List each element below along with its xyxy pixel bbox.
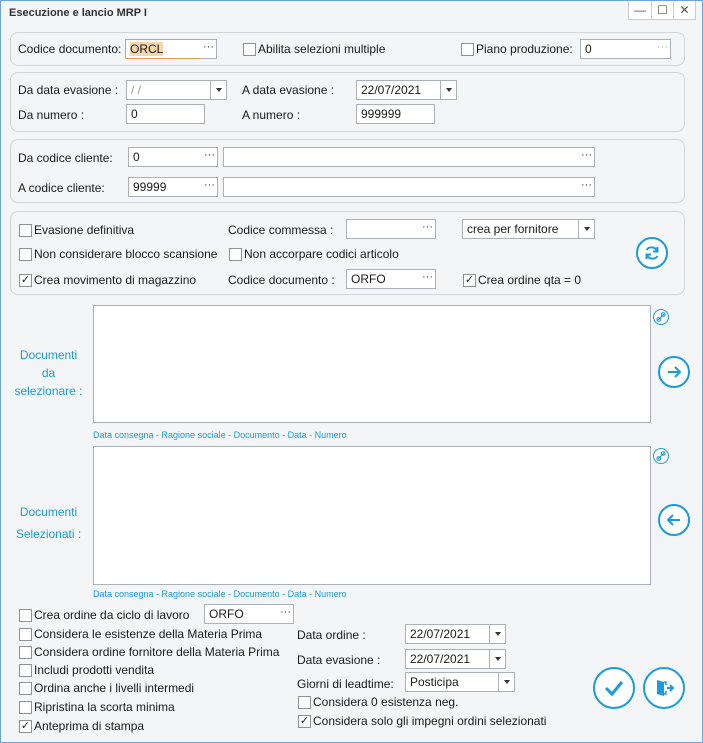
ordine-fornitore-box[interactable] bbox=[19, 646, 32, 659]
esistenze-box[interactable] bbox=[19, 628, 32, 641]
esistenze-label: Considera le esistenze della Materia Prima bbox=[34, 627, 263, 641]
zero-esistenza-checkbox[interactable] bbox=[298, 695, 458, 709]
arrow-right-icon bbox=[665, 363, 683, 381]
link-glyph-icon bbox=[656, 451, 666, 461]
crea-movimento-box[interactable]: ✓ bbox=[20, 273, 31, 286]
exit-door-icon bbox=[652, 676, 676, 700]
checkmark-icon bbox=[602, 676, 626, 700]
codice-documento-2-input[interactable]: ORFO bbox=[346, 269, 421, 289]
a-codice-cliente-input[interactable]: 99999 bbox=[128, 177, 203, 197]
zero-esistenza-label: Considera 0 esistenza neg. bbox=[313, 695, 459, 709]
link-icon[interactable] bbox=[653, 448, 669, 464]
anteprima-stampa-checkbox[interactable] bbox=[19, 719, 144, 733]
non-considerare-blocco-label: Non considerare blocco scansione bbox=[34, 247, 218, 261]
da-data-evasione-value: / / bbox=[131, 83, 142, 97]
crea-ordine-ciclo-checkbox[interactable] bbox=[19, 608, 189, 622]
abilita-selezioni-checkbox[interactable] bbox=[243, 42, 385, 56]
chevron-down-icon[interactable] bbox=[489, 625, 505, 643]
anteprima-stampa-label: Anteprima di stampa bbox=[34, 719, 145, 733]
window-controls bbox=[628, 1, 696, 20]
crea-ordine-ciclo-label: Crea ordine da ciclo di lavoro bbox=[34, 608, 190, 622]
crea-ordine-ciclo-lookup-button[interactable]: ··· bbox=[278, 604, 294, 624]
selezionati-line2: Selezionati : bbox=[15, 527, 82, 541]
title-bar bbox=[1, 1, 702, 25]
a-codice-cliente-lookup-button[interactable]: ··· bbox=[202, 177, 218, 197]
ordine-fornitore-label: Considera ordine fornitore della Materia Prima bbox=[34, 645, 280, 659]
ripristina-scorta-checkbox[interactable] bbox=[19, 700, 175, 714]
a-data-evasione-value: 22/07/2021 bbox=[361, 83, 422, 97]
documenti-selezionati-label bbox=[11, 501, 86, 545]
a-numero-input[interactable]: 999999 bbox=[356, 104, 435, 124]
solo-impegni-label: Considera solo gli impegni ordini selezionati bbox=[313, 714, 547, 728]
crea-per-select[interactable] bbox=[462, 219, 595, 239]
non-considerare-blocco-checkbox[interactable] bbox=[19, 247, 217, 261]
data-ordine-value: 22/07/2021 bbox=[410, 627, 471, 641]
codice-documento-2-label: Codice documento : bbox=[228, 273, 335, 287]
crea-ordine-ciclo-box[interactable] bbox=[19, 609, 32, 622]
maximize-button[interactable]: ☐ bbox=[651, 1, 673, 19]
da-selezionare-line3: selezionare : bbox=[14, 384, 83, 398]
documenti-selezionati-list[interactable] bbox=[93, 446, 651, 585]
data-ordine-picker[interactable] bbox=[405, 624, 506, 644]
crea-per-value: crea per fornitore bbox=[467, 222, 559, 236]
da-cliente-description[interactable] bbox=[223, 147, 580, 167]
window-title: Esecuzione e lancio MRP I bbox=[9, 7, 147, 19]
codice-commessa-label: Codice commessa : bbox=[228, 223, 334, 237]
giorni-leadtime-value: Posticipa bbox=[410, 675, 459, 689]
a-cliente-description-lookup-button[interactable]: ··· bbox=[579, 177, 595, 197]
zero-esistenza-box[interactable] bbox=[298, 696, 311, 709]
da-numero-label: Da numero : bbox=[18, 108, 85, 122]
a-data-evasione-label: A data evasione : bbox=[242, 83, 335, 97]
data-evasione-value: 22/07/2021 bbox=[410, 652, 471, 666]
codice-documento-label: Codice documento: bbox=[18, 42, 122, 56]
non-accorpare-box[interactable] bbox=[229, 248, 242, 261]
minimize-button[interactable]: — bbox=[634, 3, 646, 17]
ordina-livelli-box[interactable] bbox=[19, 682, 32, 695]
giorni-leadtime-select[interactable] bbox=[405, 672, 515, 692]
codice-documento-lookup-button[interactable]: ··· bbox=[201, 39, 217, 59]
move-right-button[interactable] bbox=[658, 356, 690, 388]
move-left-button[interactable] bbox=[658, 504, 690, 536]
a-cliente-description[interactable] bbox=[223, 177, 580, 197]
exit-button[interactable] bbox=[643, 667, 685, 709]
close-button[interactable]: ✕ bbox=[673, 1, 695, 19]
crea-ordine-qta-box[interactable]: ✓ bbox=[464, 273, 475, 286]
non-accorpare-checkbox[interactable] bbox=[229, 247, 399, 261]
ordine-fornitore-checkbox[interactable] bbox=[19, 645, 279, 659]
ordina-livelli-checkbox[interactable] bbox=[19, 681, 194, 695]
codice-commessa-input[interactable] bbox=[346, 219, 421, 239]
da-selezionare-columns-hint: Data consegna - Ragione sociale - Documento - Data - Numero bbox=[93, 430, 347, 440]
evasione-definitiva-label: Evasione definitiva bbox=[34, 223, 135, 237]
piano-produzione-label: Piano produzione: bbox=[476, 42, 573, 56]
abilita-selezioni-label: Abilita selezioni multiple bbox=[258, 42, 386, 56]
da-codice-cliente-input[interactable]: 0 bbox=[128, 147, 203, 167]
codice-documento-2-lookup-button[interactable]: ··· bbox=[420, 269, 436, 289]
da-numero-input[interactable]: 0 bbox=[126, 104, 205, 124]
crea-movimento-label: Crea movimento di magazzino bbox=[34, 273, 197, 287]
chevron-down-icon[interactable] bbox=[498, 673, 514, 691]
selezionati-columns-hint: Data consegna - Ragione sociale - Documento - Data - Numero bbox=[93, 589, 347, 599]
a-codice-cliente-label: A codice cliente: bbox=[18, 181, 105, 195]
chevron-down-icon[interactable] bbox=[210, 81, 226, 99]
da-cliente-description-lookup-button[interactable]: ··· bbox=[579, 147, 595, 167]
documenti-da-selezionare-label bbox=[11, 346, 86, 400]
chevron-down-icon[interactable] bbox=[440, 81, 456, 99]
da-codice-cliente-lookup-button[interactable]: ··· bbox=[202, 147, 218, 167]
da-data-evasione-label: Da data evasione : bbox=[18, 83, 119, 97]
crea-ordine-ciclo-input[interactable]: ORFO bbox=[204, 604, 279, 624]
abilita-selezioni-box[interactable] bbox=[243, 43, 256, 56]
ordina-livelli-label: Ordina anche i livelli intermedi bbox=[34, 681, 195, 695]
link-icon[interactable] bbox=[653, 309, 669, 325]
chevron-down-icon[interactable] bbox=[578, 220, 594, 238]
ripristina-scorta-box[interactable] bbox=[19, 701, 32, 714]
solo-impegni-box[interactable]: ✓ bbox=[299, 714, 310, 727]
includi-prodotti-box[interactable] bbox=[19, 664, 32, 677]
includi-prodotti-label: Includi prodotti vendita bbox=[34, 663, 155, 677]
data-evasione-picker[interactable] bbox=[405, 649, 506, 669]
selezionati-line1: Documenti bbox=[19, 505, 78, 519]
crea-movimento-checkbox[interactable] bbox=[19, 273, 196, 287]
piano-produzione-input[interactable]: 0 bbox=[580, 39, 656, 59]
a-data-evasione-picker[interactable] bbox=[356, 80, 457, 100]
esistenze-checkbox[interactable] bbox=[19, 627, 262, 641]
non-considerare-blocco-box[interactable] bbox=[19, 248, 32, 261]
refresh-icon bbox=[642, 243, 662, 263]
piano-produzione-lookup-button[interactable]: ··· bbox=[655, 39, 671, 59]
refresh-button[interactable] bbox=[636, 237, 668, 269]
codice-documento-input[interactable]: ORCL bbox=[125, 39, 202, 59]
evasione-definitiva-box[interactable] bbox=[19, 224, 32, 237]
da-data-evasione-picker[interactable] bbox=[126, 80, 227, 100]
anteprima-stampa-box[interactable]: ✓ bbox=[20, 719, 31, 732]
crea-ordine-qta-checkbox[interactable] bbox=[463, 273, 581, 287]
codice-commessa-lookup-button[interactable]: ··· bbox=[420, 219, 436, 239]
da-selezionare-line1: Documenti bbox=[19, 348, 78, 362]
ripristina-scorta-label: Ripristina la scorta minima bbox=[34, 700, 175, 714]
solo-impegni-checkbox[interactable] bbox=[298, 714, 546, 728]
evasione-definitiva-checkbox[interactable] bbox=[19, 223, 134, 237]
crea-ordine-qta-label: Crea ordine qta = 0 bbox=[478, 273, 582, 287]
piano-produzione-checkbox[interactable] bbox=[461, 42, 573, 56]
chevron-down-icon[interactable] bbox=[489, 650, 505, 668]
documenti-da-selezionare-list[interactable] bbox=[93, 305, 651, 423]
data-evasione-label: Data evasione : bbox=[297, 653, 381, 667]
link-glyph-icon bbox=[656, 312, 666, 322]
arrow-left-icon bbox=[665, 511, 683, 529]
includi-prodotti-checkbox[interactable] bbox=[19, 663, 154, 677]
giorni-leadtime-label: Giorni di leadtime: bbox=[297, 677, 394, 691]
a-numero-label: A numero : bbox=[242, 108, 301, 122]
da-selezionare-line2: da bbox=[41, 366, 56, 380]
piano-produzione-box[interactable] bbox=[461, 43, 474, 56]
da-codice-cliente-label: Da codice cliente: bbox=[18, 151, 113, 165]
confirm-button[interactable] bbox=[593, 667, 635, 709]
non-accorpare-label: Non accorpare codici articolo bbox=[244, 247, 399, 261]
data-ordine-label: Data ordine : bbox=[297, 628, 366, 642]
dates-group bbox=[10, 72, 685, 132]
